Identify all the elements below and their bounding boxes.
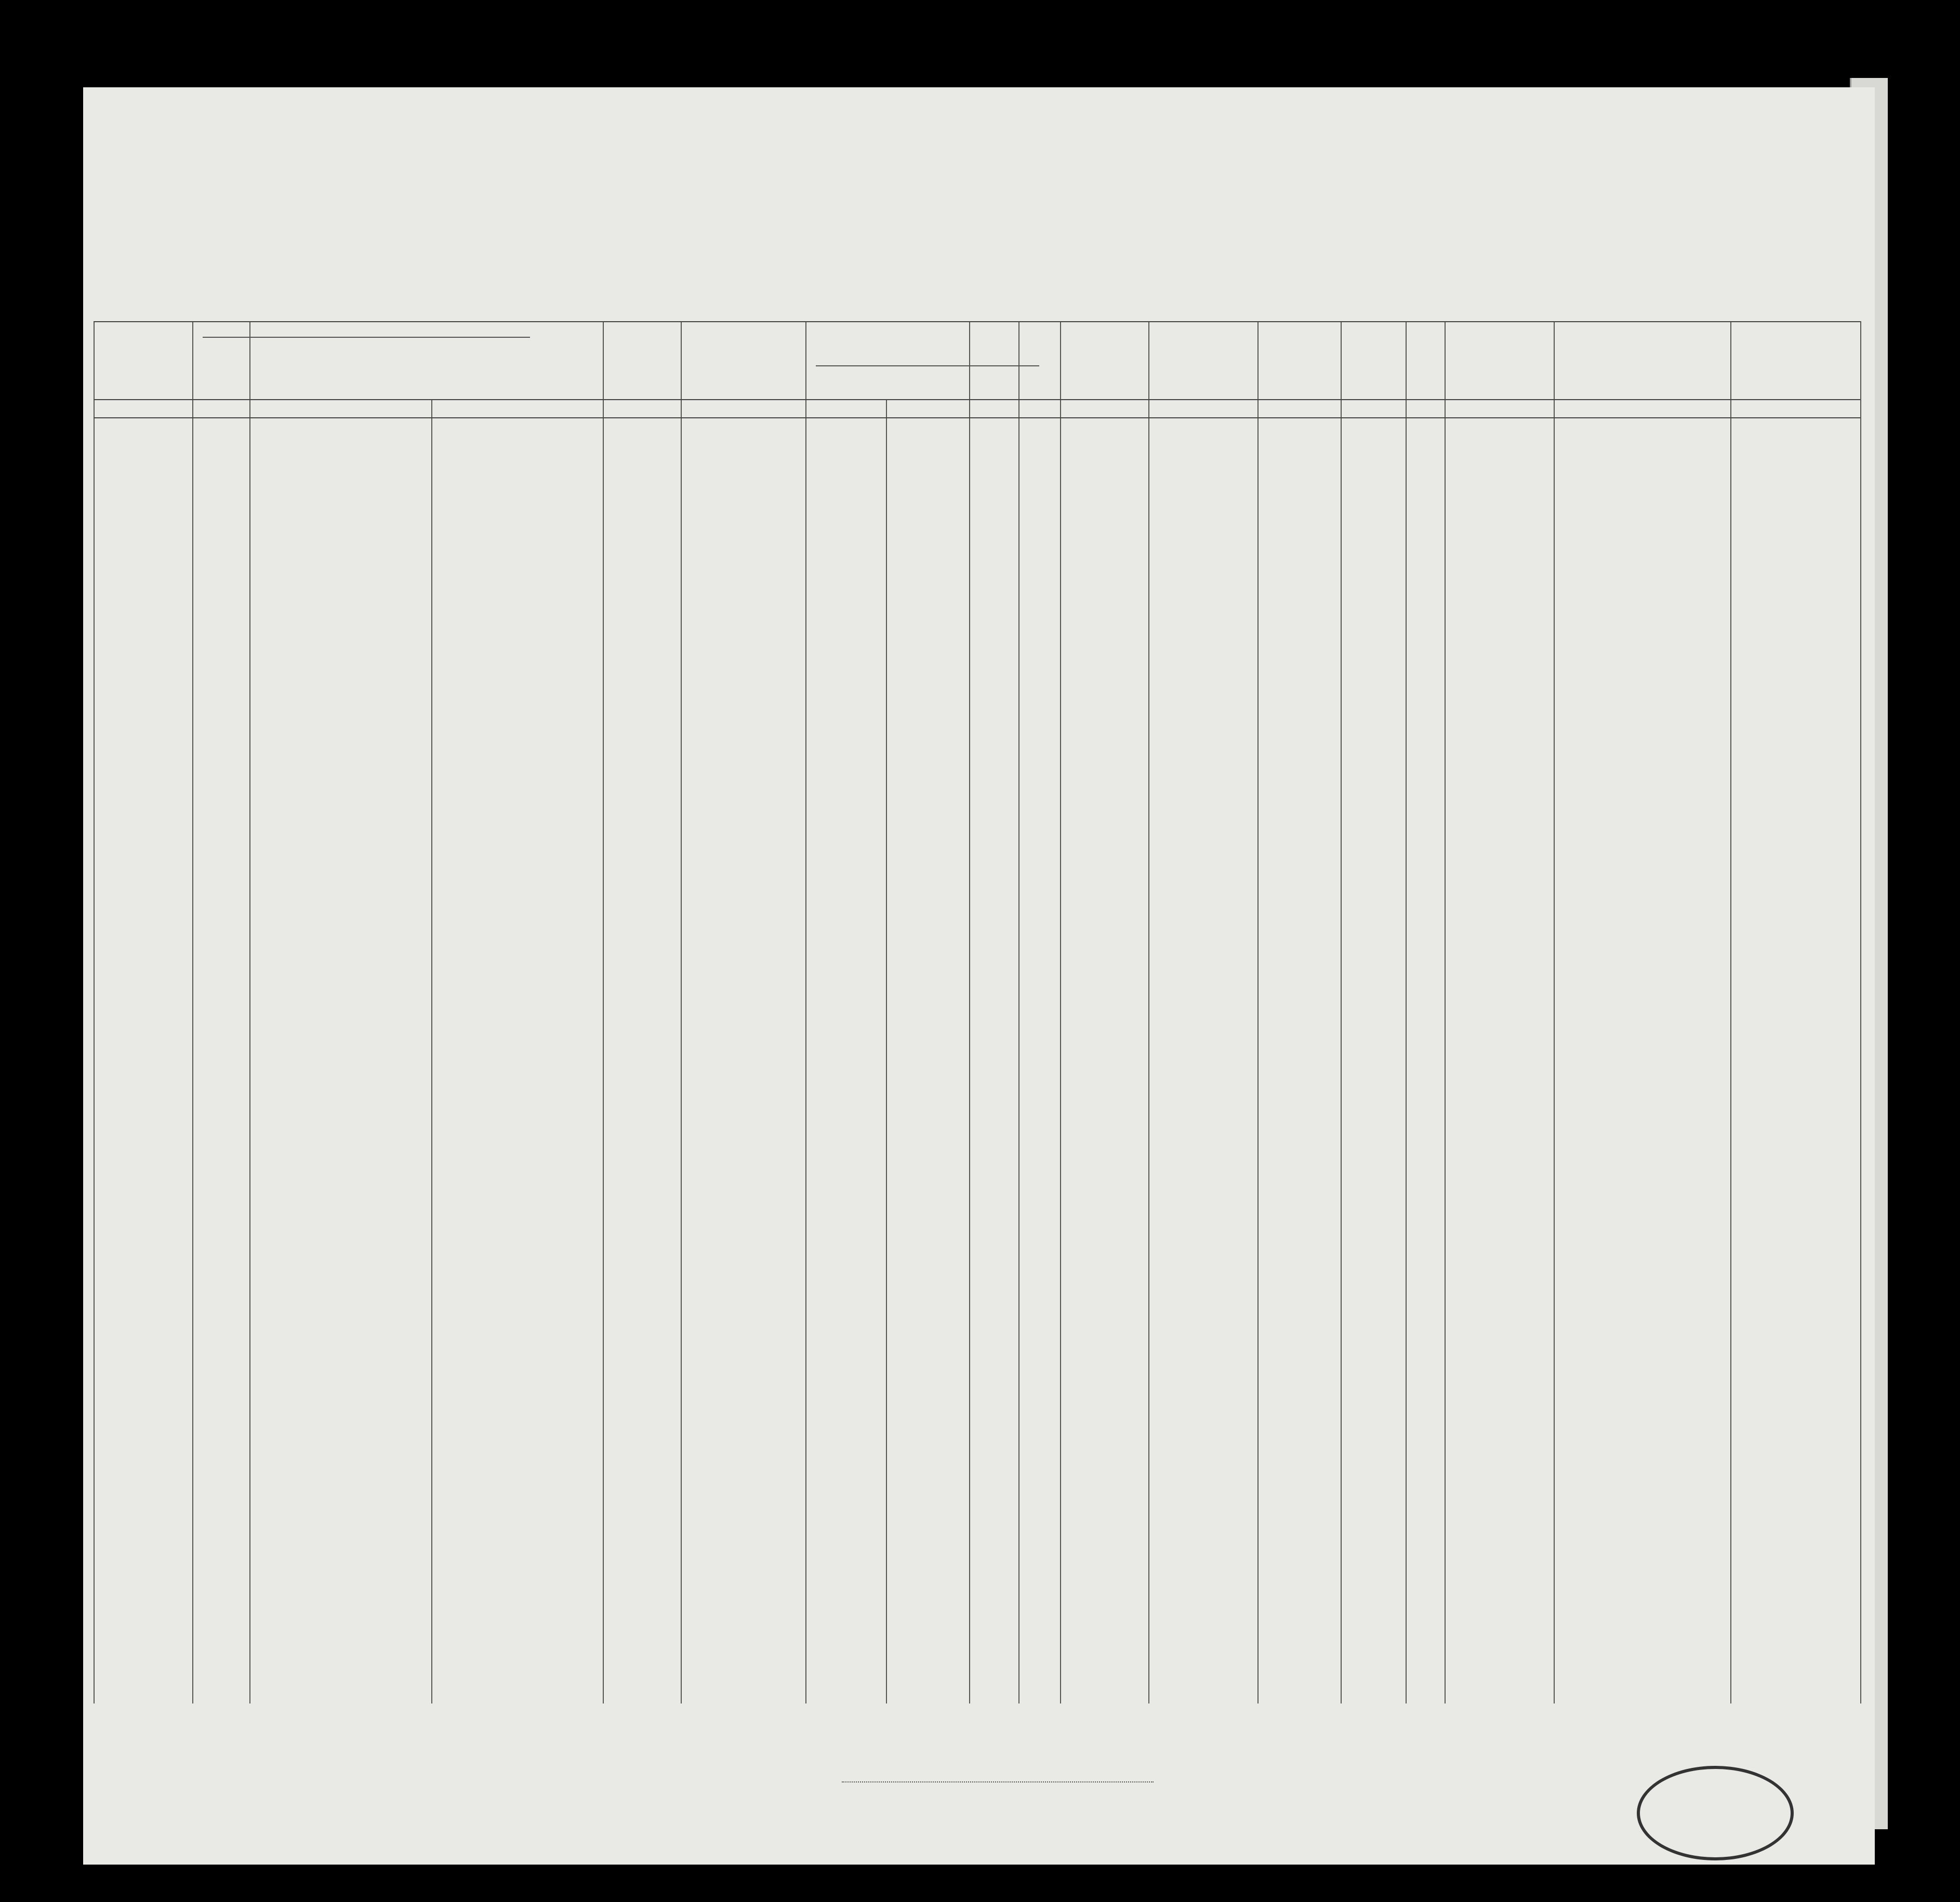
column-rule xyxy=(431,399,432,1703)
header-rule xyxy=(94,399,1860,400)
office-stamp xyxy=(1637,1766,1794,1860)
column-rule xyxy=(969,321,970,1703)
column-rule xyxy=(1060,321,1061,1703)
header-rule xyxy=(94,321,1860,322)
column-rule xyxy=(94,321,95,1703)
column-rule xyxy=(1148,321,1149,1703)
column-rule xyxy=(603,321,604,1703)
column-rule xyxy=(192,321,193,1703)
column-rule xyxy=(1730,321,1731,1703)
column-rule xyxy=(1554,321,1555,1703)
column-rule xyxy=(1018,321,1019,1703)
column-rule xyxy=(805,321,806,1703)
manifest-sheet xyxy=(83,87,1875,1865)
column-rule xyxy=(249,321,250,1703)
column-rule xyxy=(886,399,887,1703)
vessel-line xyxy=(307,279,717,301)
column-rule xyxy=(1257,321,1259,1703)
column-rule xyxy=(1406,321,1407,1703)
column-rule xyxy=(1860,321,1861,1703)
column-rule xyxy=(681,321,682,1703)
signature-line xyxy=(842,1781,1154,1782)
group-header-rule xyxy=(203,337,530,338)
header-rule xyxy=(94,417,1860,418)
column-rule xyxy=(1445,321,1446,1703)
column-rule xyxy=(1341,321,1342,1703)
group-header-rule xyxy=(816,365,1039,366)
